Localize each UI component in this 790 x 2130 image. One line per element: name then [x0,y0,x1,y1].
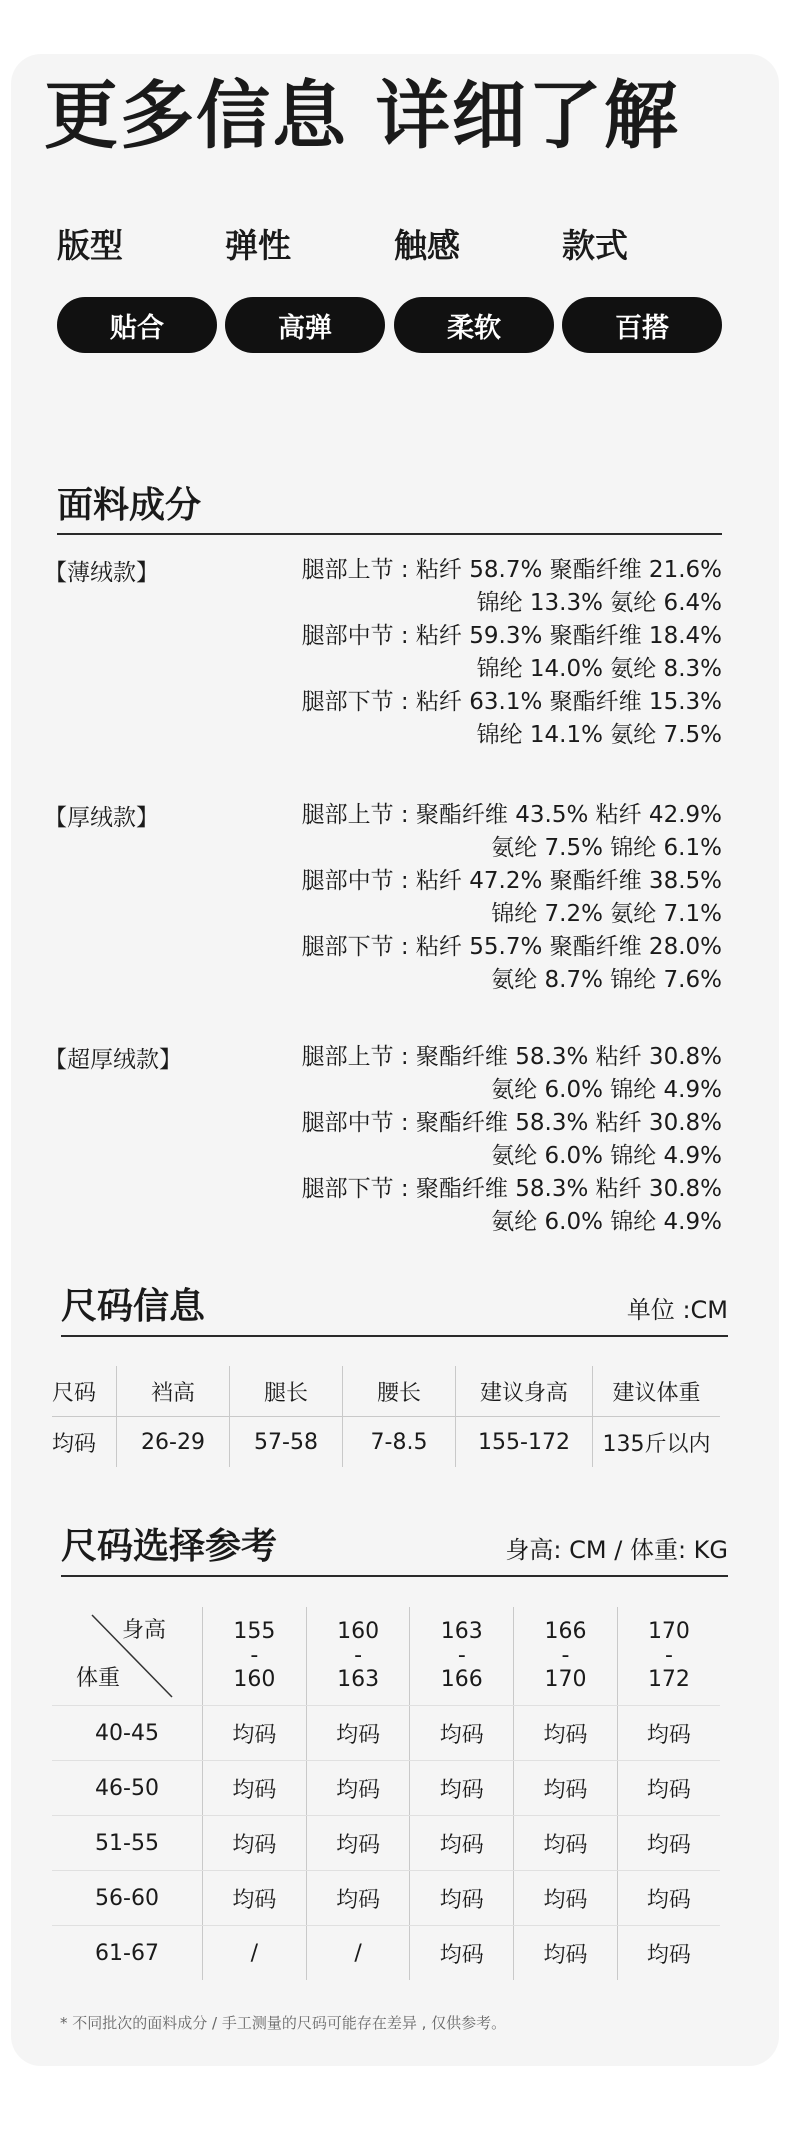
fabric-group-thick [44,799,722,999]
height-range-header: 170 - 172 [617,1607,720,1706]
column-header: 腰长 [343,1366,456,1417]
table-cell: 均码 [617,1761,720,1816]
fabric-group-extra-thick [44,1041,722,1241]
fabric-group-tag: 【厚绒款】 [44,805,159,831]
fabric-line: 腿部上节 : 聚酯纤维 58.3% 粘纤 30.8% [301,1044,722,1070]
table-cell: 均码 [617,1706,720,1761]
column-header: 腿长 [230,1366,343,1417]
size-ref-unit: 身高: CM / 体重: KG [505,1536,728,1564]
fabric-line: 氨纶 6.0% 锦纶 4.9% [491,1209,722,1235]
table-header-row [52,1366,720,1417]
weight-range-cell: 46-50 [52,1761,203,1816]
size-info-table [52,1366,720,1467]
table-row [52,1761,720,1816]
size-info-unit: 单位 :CM [626,1296,728,1324]
table-cell: 均码 [203,1706,307,1761]
height-range-header: 155 - 160 [203,1607,307,1706]
table-cell: 155-172 [456,1417,593,1468]
attr-badge-style: 百搭 [562,297,722,353]
table-cell: 均码 [410,1761,514,1816]
fabric-line: 腿部下节 : 聚酯纤维 58.3% 粘纤 30.8% [301,1176,722,1202]
attr-badge-touch: 柔软 [394,297,554,353]
size-info-divider [61,1335,728,1337]
table-cell: 均码 [514,1761,618,1816]
fabric-line: 氨纶 6.0% 锦纶 4.9% [491,1143,722,1169]
table-cell: 均码 [617,1871,720,1926]
weight-range-cell: 56-60 [52,1871,203,1926]
fabric-line: 氨纶 8.7% 锦纶 7.6% [491,967,722,993]
table-cell: 均码 [306,1706,410,1761]
table-cell: 均码 [306,1871,410,1926]
fabric-line: 锦纶 7.2% 氨纶 7.1% [491,901,722,927]
fabric-divider [57,533,722,535]
weight-range-cell: 61-67 [95,1940,159,1966]
table-cell: 57-58 [230,1417,343,1468]
fabric-line: 腿部中节 : 粘纤 47.2% 聚酯纤维 38.5% [301,868,722,894]
fabric-heading: 面料成分 [57,485,202,526]
fabric-line: 氨纶 7.5% 锦纶 6.1% [491,835,722,861]
table-cell: 均码 [306,1761,410,1816]
attr-label-elasticity: 弹性 [225,226,291,265]
attr-label-style: 款式 [562,226,628,265]
attr-badge-elasticity: 高弹 [225,297,385,353]
fabric-group-thin [44,554,722,754]
size-ref-divider [61,1575,728,1577]
table-cell: 均码 [306,1816,410,1871]
fabric-line: 锦纶 13.3% 氨纶 6.4% [476,590,722,616]
column-header: 裆高 [117,1366,230,1417]
corner-header-cell [52,1607,203,1706]
page-title: 更多信息 详细了解 [44,73,680,159]
table-cell: 均码 [410,1871,514,1926]
table-cell: 7-8.5 [343,1417,456,1468]
table-cell: 均码 [410,1706,514,1761]
height-range-header: 163 - 166 [410,1607,514,1706]
table-row [52,1417,720,1468]
table-cell: 均码 [514,1816,618,1871]
height-range-header: 160 - 163 [306,1607,410,1706]
attr-label-fit: 版型 [57,226,123,265]
table-cell: 均码 [514,1926,618,1981]
fabric-group-tag: 【超厚绒款】 [44,1047,182,1073]
column-header: 尺码 [52,1366,117,1417]
table-cell: 均码 [617,1926,720,1981]
table-cell: 均码 [617,1816,720,1871]
fabric-line: 腿部上节 : 聚酯纤维 43.5% 粘纤 42.9% [301,802,722,828]
fabric-line: 腿部下节 : 粘纤 55.7% 聚酯纤维 28.0% [301,934,722,960]
table-row [52,1706,720,1761]
table-cell: 均码 [203,1816,307,1871]
size-ref-table [52,1607,720,1980]
height-range-header: 166 - 170 [514,1607,618,1706]
fabric-line: 腿部上节 : 粘纤 58.7% 聚酯纤维 21.6% [301,557,722,583]
table-cell: 均码 [410,1816,514,1871]
table-row [52,1926,720,1981]
table-header-row [52,1607,720,1706]
table-cell: 均码 [514,1706,618,1761]
table-cell: / [203,1926,307,1981]
fabric-line: 腿部中节 : 粘纤 59.3% 聚酯纤维 18.4% [301,623,722,649]
column-header: 建议身高 [456,1366,593,1417]
fabric-line: 氨纶 6.0% 锦纶 4.9% [491,1077,722,1103]
table-row [52,1816,720,1871]
table-cell: 均码 [52,1431,97,1457]
table-cell: 135斤以内 [593,1417,721,1468]
table-cell: 均码 [514,1871,618,1926]
fabric-group-tag: 【薄绒款】 [44,560,159,586]
corner-label-height: 身高 [121,1618,166,1643]
weight-range-cell: 51-55 [52,1816,203,1871]
table-cell: 均码 [410,1926,514,1981]
weight-range-cell: 40-45 [52,1706,203,1761]
fabric-line: 腿部中节 : 聚酯纤维 58.3% 粘纤 30.8% [301,1110,722,1136]
column-header: 建议体重 [593,1366,721,1417]
fabric-line: 锦纶 14.0% 氨纶 8.3% [476,656,722,682]
fabric-line: 锦纶 14.1% 氨纶 7.5% [476,722,722,748]
table-cell: / [306,1926,410,1981]
table-row [52,1871,720,1926]
attr-label-touch: 触感 [394,226,460,265]
fabric-line: 腿部下节 : 粘纤 63.1% 聚酯纤维 15.3% [301,689,722,715]
table-cell: 均码 [203,1871,307,1926]
attr-badge-fit: 贴合 [57,297,217,353]
size-info-heading: 尺码信息 [61,1286,206,1327]
footnote: * 不同批次的面料成分 / 手工测量的尺码可能存在差异 , 仅供参考。 [60,2014,507,2032]
table-cell: 均码 [203,1761,307,1816]
size-ref-heading: 尺码选择参考 [61,1526,278,1567]
corner-label-weight: 体重 [76,1666,121,1691]
table-cell: 26-29 [117,1417,230,1468]
